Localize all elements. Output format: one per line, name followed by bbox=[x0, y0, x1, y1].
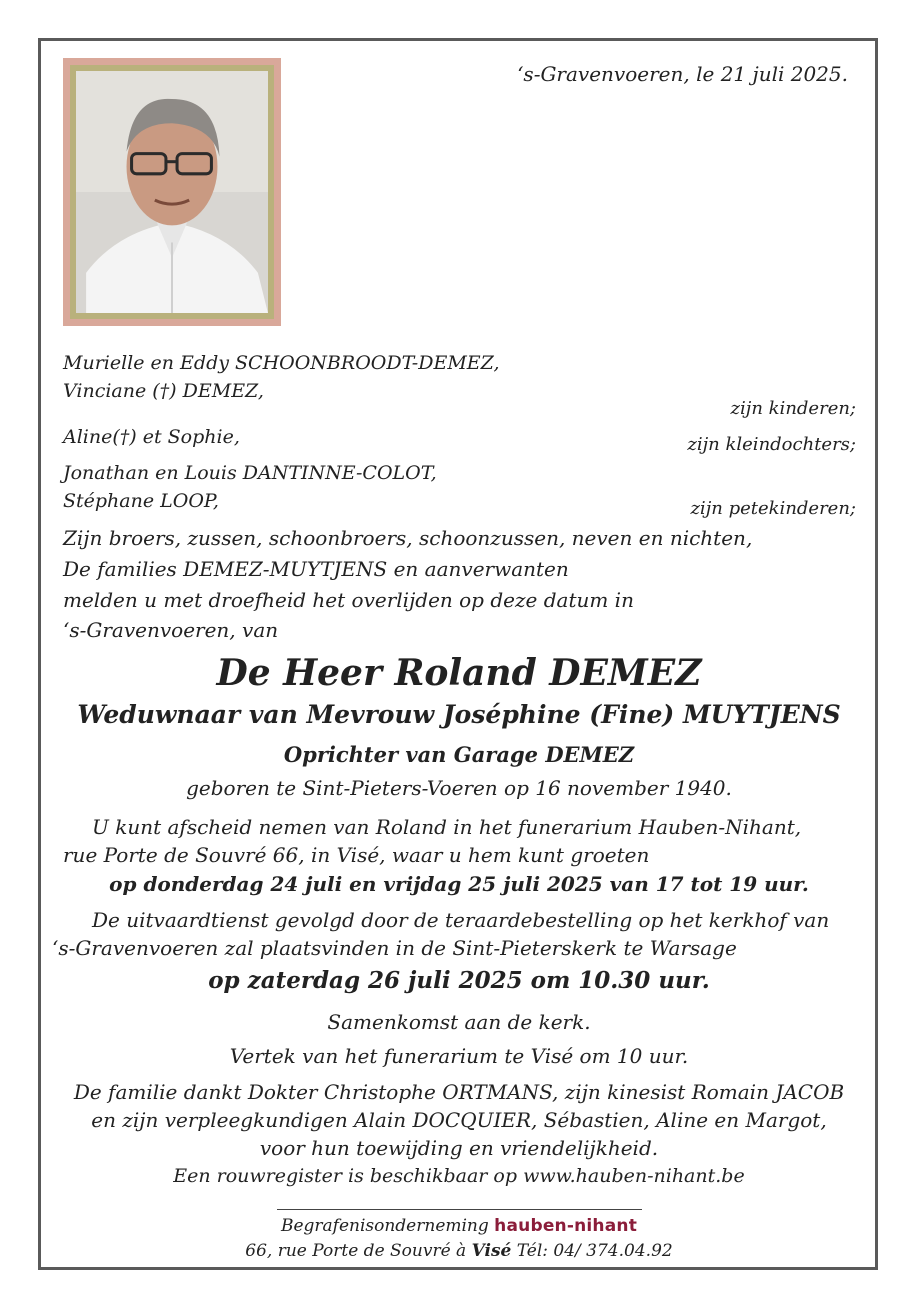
service-meeting: Samenkomst aan de kerk. bbox=[327, 1010, 591, 1034]
visitation-when: op donderdag 24 juli en vrijdag 25 juli 2025 van 17 tot 19 uur. bbox=[109, 872, 809, 896]
footer-divider bbox=[277, 1209, 642, 1210]
portrait-photo bbox=[76, 71, 268, 313]
visitation-line-2: rue Porte de Souvré 66, in Visé, waar u hem kunt groeten bbox=[63, 843, 650, 867]
family-line-3: Aline(†) et Sophie, bbox=[63, 426, 240, 448]
footer-phone: Tél: 04/ 374.04.92 bbox=[516, 1241, 673, 1261]
label-godchildren: zijn petekinderen; bbox=[690, 498, 856, 519]
undertaker-logo: hauben-nihant bbox=[494, 1216, 638, 1236]
deceased-founder: Oprichter van Garage DEMEZ bbox=[283, 742, 635, 767]
family-line-6: Zijn broers, zussen, schoonbroers, schoonzussen, neven en nichten, bbox=[63, 526, 753, 550]
family-line-1: Murielle en Eddy SCHOONBROODT-DEMEZ, bbox=[63, 352, 500, 374]
service-line-1: De uitvaardtienst gevolgd door de teraardebestelling op het kerkhof van bbox=[92, 908, 830, 932]
footer-undertaker bbox=[40, 1216, 878, 1236]
label-children: zijn kinderen; bbox=[730, 398, 856, 419]
family-line-5: Stéphane LOOP, bbox=[63, 490, 219, 512]
deceased-widower: Weduwnaar van Mevrouw Joséphine (Fine) MUYTJENS bbox=[77, 700, 841, 729]
family-line-8: melden u met droefheid het overlijden op deze datum in bbox=[63, 588, 634, 612]
service-departure: Vertek van het funerarium te Visé om 10 uur. bbox=[229, 1044, 689, 1068]
deceased-born: geboren te Sint-Pieters-Voeren op 16 november 1940. bbox=[186, 776, 732, 800]
family-line-4: Jonathan en Louis DANTINNE-COLOT, bbox=[63, 462, 437, 484]
label-granddaughters: zijn kleindochters; bbox=[687, 434, 856, 455]
thanks-line-2: en zijn verpleegkundigen Alain DOCQUIER, Sébastien, Aline en Margot, bbox=[91, 1108, 827, 1132]
thanks-line-3: voor hun toewijding en vriendelijkheid. bbox=[259, 1136, 659, 1160]
footer-city: Visé bbox=[471, 1241, 512, 1261]
visitation-line-1: U kunt afscheid nemen van Roland in het funerarium Hauben-Nihant, bbox=[92, 815, 802, 839]
family-line-2: Vinciane (†) DEMEZ, bbox=[63, 380, 264, 402]
service-when: op zaterdag 26 juli 2025 om 10.30 uur. bbox=[208, 967, 710, 994]
deceased-name: De Heer Roland DEMEZ bbox=[216, 652, 702, 694]
family-line-9: ‘s-Gravenvoeren, van bbox=[63, 618, 279, 642]
portrait-mat bbox=[70, 65, 274, 319]
family-line-7: De families DEMEZ-MUYTJENS en aanverwanten bbox=[63, 557, 569, 581]
register-note: Een rouwregister is beschikbaar op www.hauben-nihant.be bbox=[173, 1165, 745, 1187]
thanks-line-1: De familie dankt Dokter Christophe ORTMANS, zijn kinesist Romain JACOB bbox=[73, 1080, 845, 1104]
footer-address-prefix: 66, rue Porte de Souvré à bbox=[245, 1241, 467, 1261]
service-line-2: ‘s-Gravenvoeren zal plaatsvinden in de Sint-Pieterskerk te Warsage bbox=[52, 936, 737, 960]
portrait-frame bbox=[63, 58, 281, 326]
footer-label: Begrafenisonderneming bbox=[280, 1216, 489, 1236]
place-date: ‘s-Gravenvoeren, le 21 juli 2025. bbox=[517, 62, 848, 86]
footer-address bbox=[40, 1241, 878, 1261]
